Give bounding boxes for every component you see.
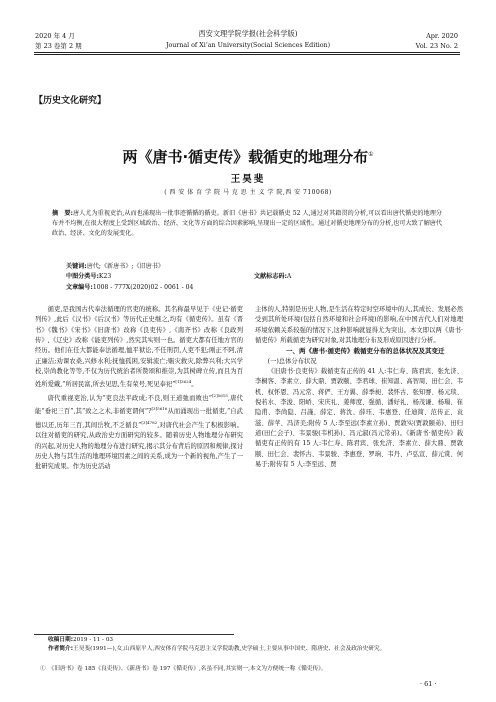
body-text: 。 — [191, 381, 198, 389]
section-tag: 【历史文化研究】 — [34, 96, 107, 106]
article-number-text: 1008 - 777X(2020)02 - 0061 - 04 — [92, 284, 194, 291]
footnote-mark: ① — [40, 666, 46, 672]
body-text: 唐代重视吏治,认为“吏良法平政成;不良,则王道弛而败也” — [47, 394, 212, 402]
title-footnote-mark: ① — [368, 151, 374, 158]
citation: [3]5616 — [151, 406, 168, 412]
journal-title-en: Journal of Xi’an University(Social Sciences Edition) — [165, 42, 331, 49]
received-date — [48, 636, 460, 645]
author-affiliation: ( 西 安 体 育 学 院 马 克 思 主 义 学 院,西 安 710068) — [164, 189, 332, 196]
volume-issue-en: Vol. 23 No. 2 — [415, 42, 458, 50]
journal-title-cn: 西安文理学院学报(社会科学版) — [198, 29, 298, 38]
body-left-column — [35, 305, 243, 631]
citation: [3]4782 — [141, 419, 158, 425]
citation: [2]5615 — [212, 392, 228, 398]
body-paragraph — [35, 305, 243, 391]
footnote-rule — [34, 634, 234, 635]
clc-number — [66, 272, 111, 282]
clc-label: 中图分类号: — [66, 273, 99, 280]
issue-date: 2020 年 4 月 — [35, 32, 75, 40]
citation: [1]3624 — [175, 379, 192, 385]
footnote-text: 《旧唐书》卷 185《良吏传》、《新唐书》卷 197《循吏传》,名虽不同,其实则一,本文为方便统一称《循吏传》。 — [51, 666, 327, 672]
keywords — [66, 262, 164, 272]
issue-date-en: Apr. 2020 — [426, 32, 458, 40]
doc-code-text: A — [286, 273, 292, 280]
doc-code-label: 文献标志码: — [254, 273, 287, 280]
article-number — [66, 283, 193, 293]
article-number-label: 文章编号: — [66, 284, 93, 291]
header-rule-second — [34, 54, 460, 55]
subsection-heading: (一)总体分布状况 — [267, 357, 317, 365]
body-text: 从而涌现出一批循吏,“自武德以还,历年三百,其间岳牧,不乏循良” — [35, 408, 243, 429]
body-text: ,对唐代社会产生了积极影响。以往对循吏的研究,从政治史方面研究的较多。随着历史人物地理分布研究的兴起,对历史人物的地理分布进行研究,揭示其分布背后的原因和规律,探讨历史人物与其生活的地理环境因素之间的关系,成为一个新的视角,产生了一批研究成果。作为历史活动 — [35, 421, 243, 471]
article-title — [0, 146, 496, 167]
clc-text: K23 — [98, 273, 112, 280]
author-bio-label: 作者简介: — [48, 646, 74, 652]
received-label: 收稿日期: — [48, 637, 74, 643]
document-code — [254, 272, 291, 282]
received-text: 2019 - 11 - 03 — [73, 637, 114, 643]
body-text: 循吏,是我国古代奉法循理的官吏的统称。其名称最早见于《史记·循吏列传》,此后《汉书》《后汉书》等历代正史继之,均有《循吏传》。虽有《晋书》《魏书》《宋书》《旧唐书》改称《良吏传》,《南齐书》改称《良政列传》,《辽史》改称《能吏列传》,然究其实则一也。循吏大都有任地方官的经历。他们在任大都能奉法循理,恤平狱讼,不任刑罚,人吏不犯;刚正不阿,清正廉洁;劝课农桑,兴修水利;抚恤孤困,安辑流亡;赈灾救灾,除弊兴利;大兴学校,崇尚教化等等,不仅为历代统治者所赞颂和推崇,为其树碑立传,而且为百姓所爱戴,“所居民富,所去见思,生有荣号,死见奉祀” — [35, 306, 243, 389]
keywords-label: 关键词: — [66, 263, 87, 270]
header-rule — [34, 52, 460, 53]
abstract-text: 唐人尤为重视吏治,从而也涌现出一批事迹循循的循吏。新旧《唐书》共记载循吏 52 人,通过对其籍贯的分析,可以看出唐代循吏的地理分布并不均衡,在很大程度上受到区域政治、经济、文化等方面的综合因素影响,呈现出一定的区域性。通过对循吏地理分布的分析,也可大致了解唐代政治、经济、文化的发展变化。 — [52, 210, 442, 237]
body-paragraph: 主体的人,特别是历史人物,是生活在特定时空环境中的人,其成长、发展必然受到其所处环境(包括自然环境和社会环境)的影响,在中国古代人们对地理环境依赖关系较强的情况下,这种影响就显得尤为突出。本文即以两《唐书·循吏传》所载循吏为研究对象,对其地理分布及形成原因进行分析。 — [255, 306, 463, 345]
body-paragraph — [35, 391, 243, 473]
body-right-column — [255, 305, 463, 631]
section-heading: 一、两《唐书·循吏传》载循吏分布的总体状况及其变迁 — [286, 347, 445, 356]
footnote-1 — [40, 665, 460, 674]
body-text: ,唐代能“垂祀三百”,其“致之之术,非循吏谓何”? — [35, 394, 243, 416]
page-number: · 61 · — [420, 680, 437, 688]
body-paragraph: 《旧唐书·良吏传》载循吏有正传的 41 人:韦仁寿、陈君宾、张允济、李桐客、李素立、薛大鼎、贾敦颐、李君球、崔知温、高智周、田仁会、韦机、权怀恩、冯元常、蒋俨、王方翼、薛季昶、裴怀古、张知謇、杨元琰、倪若水、李浚、阳峤、宋庆礼、姜师度、强循、潘好礼、杨茂谦、杨瑒、崔隐甫、李尚隐、吕謹、薛定、蒋沇、薛珏、韦惠登、任迪简、范传正、袁滋、薛苹、冯济美;附传 5 人:李至远(李素立孙)、贾敦实(贾敦颐弟)、田归道(田仁会子)、韦景骏(韦机孙)、冯元淑(冯元常弟)。《新唐书·循吏传》载循吏有正传的有 15 人:韦仁寿、陈君宾、张允济、李素立、薛大鼎、贾敦颐、田仁会、裴怀古、韦景骏、李惠登、罗珦、韦丹、卢弘宣、薛元赏、何易于;附传有 5 人:李至远、贾 — [255, 368, 463, 469]
volume-issue: 第 23 卷第 2 期 — [35, 42, 82, 50]
abstract — [52, 209, 442, 239]
author-name: 王昊斐 — [230, 174, 266, 185]
abstract-label: 摘 要: — [52, 210, 73, 217]
author-bio — [48, 645, 460, 654]
keywords-text: 唐代;《新唐书》;《旧唐书》 — [86, 263, 164, 270]
author-bio-text: 王昊斐(1991—),女,山西原平人,西安体育学院马克思主义学院助教,史学硕士,主要从事中国史、隋唐史、社会及政治史研究。 — [73, 646, 386, 652]
article-title-text: 两《唐书·循吏传》载循吏的地理分布 — [122, 148, 369, 166]
